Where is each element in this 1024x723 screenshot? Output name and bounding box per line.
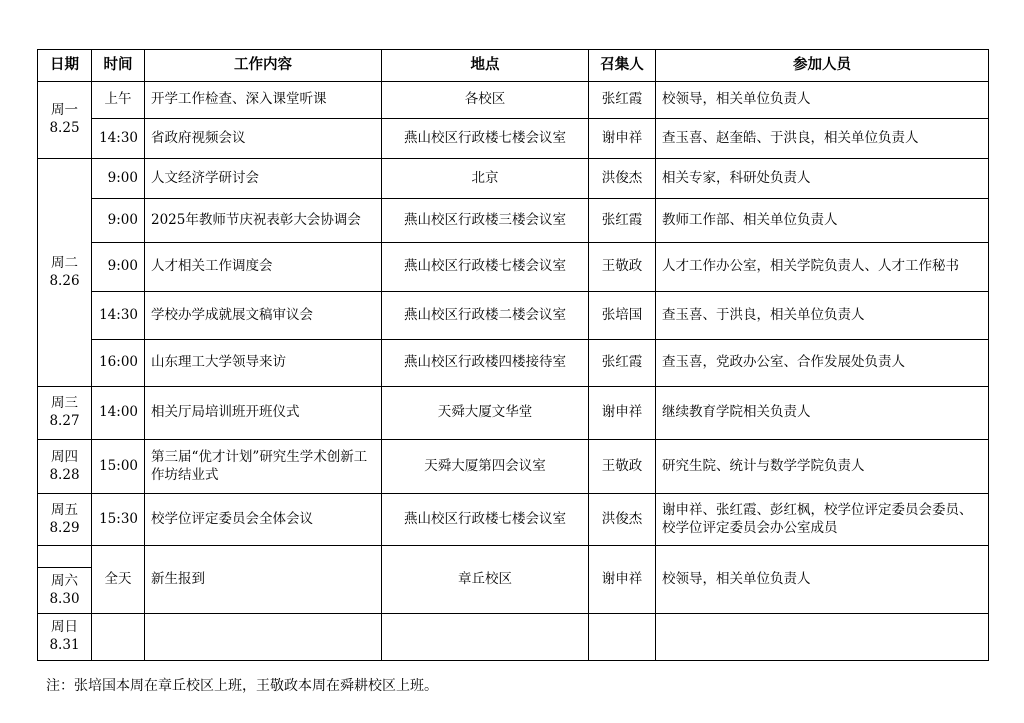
participants-cell: 研究生院、统计与数学学院负责人 <box>656 440 989 494</box>
header-date: 日期 <box>38 50 92 82</box>
convener-cell: 张红霞 <box>589 82 656 119</box>
date-cell-mon: 周一 8.25 <box>38 82 92 159</box>
table-row <box>38 82 989 119</box>
convener-cell: 谢申祥 <box>589 119 656 159</box>
time-cell: 14:30 <box>92 119 145 159</box>
date-cell-thu: 周四 8.28 <box>38 440 92 494</box>
location-cell: 天舜大厦第四会议室 <box>382 440 589 494</box>
participants-cell: 人才工作办公室，相关学院负责人、人才工作秘书 <box>656 243 989 292</box>
convener-cell: 洪俊杰 <box>589 494 656 546</box>
participants-cell: 相关专家，科研处负责人 <box>656 159 989 199</box>
content-cell-empty <box>145 614 382 661</box>
content-cell: 新生报到 <box>145 546 382 614</box>
header-convener: 召集人 <box>589 50 656 82</box>
content-cell: 人才相关工作调度会 <box>145 243 382 292</box>
participants-cell: 谢申祥、张红霞、彭红枫，校学位评定委员会委员、校学位评定委员会办公室成员 <box>656 494 989 546</box>
convener-cell: 谢申祥 <box>589 546 656 614</box>
table-row <box>38 340 989 387</box>
participants-cell: 查玉喜、赵奎皓、于洪良，相关单位负责人 <box>656 119 989 159</box>
location-cell: 天舜大厦文华堂 <box>382 387 589 440</box>
header-content: 工作内容 <box>145 50 382 82</box>
content-cell: 相关厅局培训班开班仪式 <box>145 387 382 440</box>
location-cell: 北京 <box>382 159 589 199</box>
participants-cell-empty <box>656 614 989 661</box>
date-cell-tue: 周二 8.26 <box>38 159 92 387</box>
time-cell: 16:00 <box>92 340 145 387</box>
content-cell: 第三届“优才计划”研究生学术创新工作坊结业式 <box>145 440 382 494</box>
schedule-table <box>37 49 989 661</box>
table-row <box>38 546 989 568</box>
time-cell: 14:30 <box>92 292 145 340</box>
convener-cell-empty <box>589 614 656 661</box>
participants-cell: 教师工作部、相关单位负责人 <box>656 199 989 243</box>
time-cell: 全天 <box>92 546 145 614</box>
participants-cell: 查玉喜，党政办公室、合作发展处负责人 <box>656 340 989 387</box>
time-cell-empty <box>92 614 145 661</box>
header-location: 地点 <box>382 50 589 82</box>
date-cell-fri: 周五 8.29 <box>38 494 92 546</box>
table-header-row <box>38 50 989 82</box>
date-cell-sun: 周日 8.31 <box>38 614 92 661</box>
location-cell: 燕山校区行政楼三楼会议室 <box>382 199 589 243</box>
convener-cell: 谢申祥 <box>589 387 656 440</box>
location-cell: 燕山校区行政楼四楼接待室 <box>382 340 589 387</box>
header-time: 时间 <box>92 50 145 82</box>
participants-cell: 查玉喜、于洪良，相关单位负责人 <box>656 292 989 340</box>
convener-cell: 王敬政 <box>589 243 656 292</box>
time-cell: 9:00 <box>92 199 145 243</box>
location-cell: 燕山校区行政楼七楼会议室 <box>382 243 589 292</box>
participants-cell: 校领导，相关单位负责人 <box>656 546 989 614</box>
date-cell-wed: 周三 8.27 <box>38 387 92 440</box>
time-cell: 9:00 <box>92 159 145 199</box>
content-cell: 省政府视频会议 <box>145 119 382 159</box>
table-row <box>38 440 989 494</box>
date-cell-fri-cont <box>38 546 92 568</box>
location-cell: 燕山校区行政楼二楼会议室 <box>382 292 589 340</box>
time-cell: 15:30 <box>92 494 145 546</box>
time-cell: 15:00 <box>92 440 145 494</box>
time-cell: 上午 <box>92 82 145 119</box>
header-participants: 参加人员 <box>656 50 989 82</box>
table-row <box>38 199 989 243</box>
location-cell-empty <box>382 614 589 661</box>
table-row <box>38 494 989 546</box>
participants-cell: 校领导，相关单位负责人 <box>656 82 989 119</box>
table-row <box>38 119 989 159</box>
content-cell: 开学工作检查、深入课堂听课 <box>145 82 382 119</box>
location-cell: 燕山校区行政楼七楼会议室 <box>382 119 589 159</box>
content-cell: 人文经济学研讨会 <box>145 159 382 199</box>
content-cell: 学校办学成就展文稿审议会 <box>145 292 382 340</box>
convener-cell: 张红霞 <box>589 199 656 243</box>
participants-cell: 继续教育学院相关负责人 <box>656 387 989 440</box>
convener-cell: 张培国 <box>589 292 656 340</box>
footnote: 注：张培国本周在章丘校区上班，王敬政本周在舜耕校区上班。 <box>46 678 438 694</box>
table-row <box>38 292 989 340</box>
table-row <box>38 243 989 292</box>
time-cell: 9:00 <box>92 243 145 292</box>
convener-cell: 王敬政 <box>589 440 656 494</box>
location-cell: 各校区 <box>382 82 589 119</box>
convener-cell: 洪俊杰 <box>589 159 656 199</box>
table-row <box>38 387 989 440</box>
content-cell: 山东理工大学领导来访 <box>145 340 382 387</box>
time-cell: 14:00 <box>92 387 145 440</box>
location-cell: 章丘校区 <box>382 546 589 614</box>
location-cell: 燕山校区行政楼七楼会议室 <box>382 494 589 546</box>
content-cell: 2025年教师节庆祝表彰大会协调会 <box>145 199 382 243</box>
date-cell-sat: 周六 8.30 <box>38 568 92 614</box>
table-row <box>38 614 989 661</box>
content-cell: 校学位评定委员会全体会议 <box>145 494 382 546</box>
convener-cell: 张红霞 <box>589 340 656 387</box>
table-row <box>38 159 989 199</box>
